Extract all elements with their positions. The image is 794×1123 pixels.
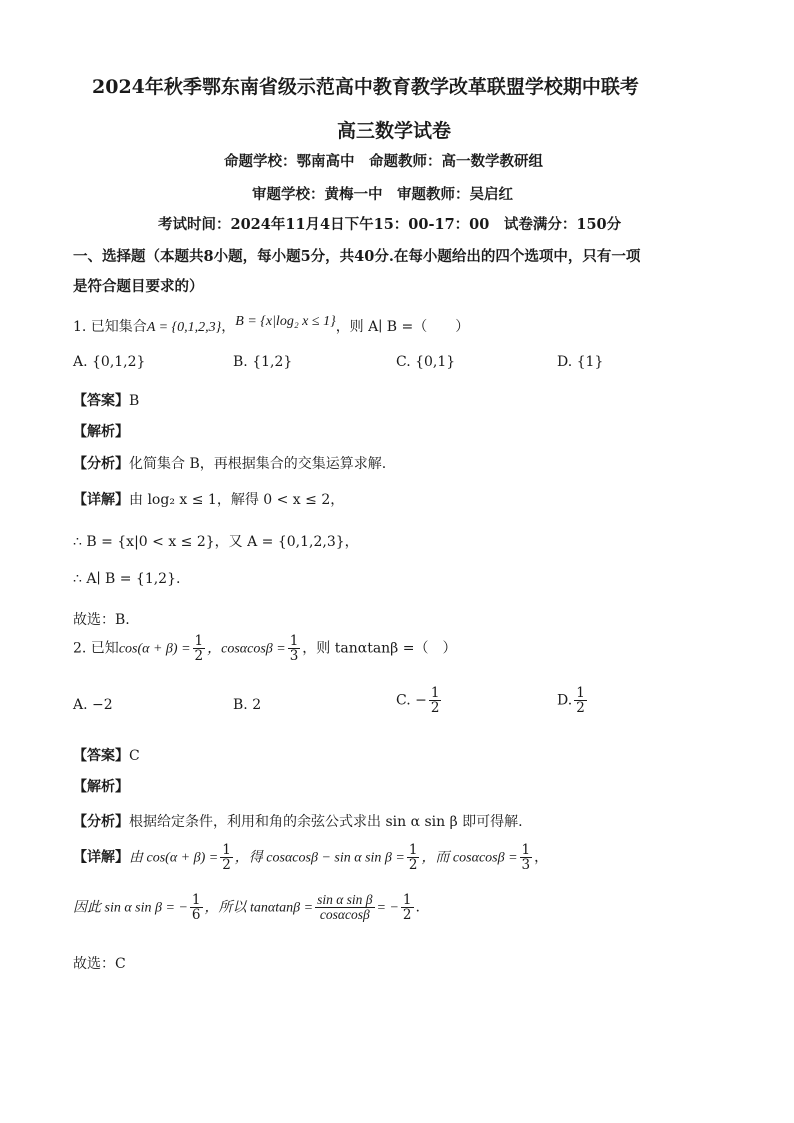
q2-answer	[73, 745, 140, 765]
q2-stem	[73, 634, 456, 663]
q2-conclusion: 故选：C	[73, 956, 126, 972]
q2-d1-a-frac	[220, 843, 233, 872]
q1-comma: ，	[221, 319, 236, 335]
q1-set-b: B = {x|log₂ x ≤ 1}	[235, 314, 336, 329]
q2-answer-tag: 【答案】	[73, 748, 129, 764]
frac-numerator: 1	[576, 685, 585, 701]
q1-answer-value: B	[129, 393, 140, 409]
q1-detail	[73, 489, 344, 509]
frac-numerator: sin α sin β	[317, 892, 373, 907]
q2-cond2-frac	[288, 634, 301, 663]
q2-fenxi-text: 根据给定条件，利用和角的余弦公式求出 sin α sin β 即可得解.	[129, 814, 523, 830]
frac-numerator: 1	[191, 892, 201, 908]
frac-numerator: 1	[430, 685, 440, 701]
reviewer-line: 审题学校：黄梅一中 审题教师：吴启红	[252, 186, 513, 203]
exam-subtitle: 高三数学试卷	[337, 120, 452, 142]
q1-option-b: B. {1,2}	[233, 354, 293, 370]
q2-fenxi-tag: 【分析】	[73, 814, 129, 830]
frac-denominator: 6	[191, 907, 201, 924]
q2-option-d-label: D.	[557, 692, 573, 709]
q2-cond2-lhs: ，cosαcosβ =	[207, 641, 286, 657]
frac-numerator: 1	[289, 633, 299, 649]
q1-answer	[73, 390, 139, 410]
frac-denominator: 2	[194, 648, 204, 665]
q2-option-a: A. −2	[73, 697, 113, 713]
q2-d2-c: = −	[376, 900, 399, 916]
q2-option-d-frac	[574, 686, 587, 715]
q2-option-c	[396, 686, 443, 715]
q2-d1-b: ，得 cosαcosβ − sin α sin β =	[234, 850, 405, 866]
q1-detail-line2: ∴ B = {x|0 < x ≤ 2}，又 A = {0,1,2,3}，	[73, 534, 359, 550]
q2-d2-c-frac	[401, 893, 414, 922]
q2-d2-a: 因此 sin α sin β = −	[73, 900, 188, 916]
q2-d1-c: ，而 cosαcosβ =	[421, 850, 518, 866]
frac-denominator: cosαcosβ	[319, 907, 370, 923]
frac-denominator: 3	[289, 648, 299, 665]
q1-set-a: A = {0,1,2,3}	[146, 320, 222, 335]
q1-fenxi-text: 化简集合 B，再根据集合的交集运算求解.	[129, 456, 387, 472]
q1-fenxi	[73, 453, 386, 473]
q1-stem	[73, 316, 469, 336]
q2-d2-a-frac	[190, 893, 203, 922]
setter-line: 命题学校：鄂南高中 命题教师：高一数学教研组	[224, 153, 543, 170]
exam-title: 2024年秋季鄂东南省级示范高中教育教学改革联盟学校期中联考	[92, 76, 639, 98]
q1-analysis-tag: 【解析】	[73, 424, 129, 440]
q2-detail-tag: 【详解】	[73, 849, 129, 866]
frac-denominator: 2	[576, 700, 585, 717]
q2-option-c-label: C. −	[396, 692, 427, 709]
q1-prefix: 1. 已知集合	[73, 319, 147, 335]
q1-detail-line3: ∴ A∣ B = {1,2}.	[73, 571, 181, 587]
q2-prefix: 2. 已知	[73, 640, 119, 657]
q1-conclusion: 故选：B.	[73, 612, 130, 628]
section-heading-line1: 一、选择题（本题共8小题，每小题5分，共40分.在每小题给出的四个选项中，只有一项	[73, 248, 641, 265]
q2-detail-line2	[73, 893, 420, 922]
q2-fenxi	[73, 811, 523, 831]
q1-detail-tag: 【详解】	[73, 492, 129, 508]
q2-d2-end: .	[415, 899, 420, 916]
q2-option-d	[557, 686, 589, 715]
q2-d1-end: ，	[534, 849, 549, 866]
exam-info: 考试时间：2024年11月4日下午15：00-17：00 试卷满分：150分	[158, 216, 622, 233]
q1-answer-tag: 【答案】	[73, 393, 129, 409]
q2-analysis-tag: 【解析】	[73, 779, 129, 795]
q2-d2-b-frac	[315, 893, 374, 922]
q2-d1-b-frac	[407, 843, 420, 872]
frac-numerator: 1	[402, 892, 412, 908]
q2-cond1-lhs: cos(α + β) =	[118, 641, 191, 657]
section-heading-line2: 是符合题目要求的）	[73, 278, 204, 295]
frac-denominator: 3	[521, 857, 531, 874]
q1-fenxi-tag: 【分析】	[73, 456, 129, 472]
frac-denominator: 2	[402, 907, 412, 924]
q1-detail-line1: 由 log₂ x ≤ 1，解得 0 < x ≤ 2，	[129, 492, 345, 508]
frac-numerator: 1	[408, 842, 418, 858]
q1-option-d: D. {1}	[557, 354, 604, 370]
q2-answer-value: C	[129, 748, 140, 764]
q2-d1-a: 由 cos(α + β) =	[129, 850, 219, 866]
q2-d2-b: ，所以 tanαtanβ =	[204, 900, 314, 916]
q2-option-c-frac	[429, 686, 442, 715]
q1-option-c: C. {0,1}	[396, 354, 456, 370]
q2-option-b: B. 2	[233, 697, 262, 713]
q1-ask: ，则 A∣ B =（ ）	[335, 319, 470, 335]
q1-option-a: A. {0,1,2}	[73, 354, 146, 370]
q2-cond1-frac	[193, 634, 206, 663]
frac-denominator: 2	[222, 857, 231, 874]
frac-numerator: 1	[521, 842, 531, 858]
q2-d1-c-frac	[520, 843, 533, 872]
frac-denominator: 2	[408, 857, 418, 874]
frac-numerator: 1	[222, 842, 231, 858]
frac-denominator: 2	[430, 700, 440, 717]
frac-numerator: 1	[194, 633, 204, 649]
q2-detail-line1	[73, 843, 548, 872]
q2-ask: ，则 tanαtanβ =（ ）	[302, 640, 457, 657]
